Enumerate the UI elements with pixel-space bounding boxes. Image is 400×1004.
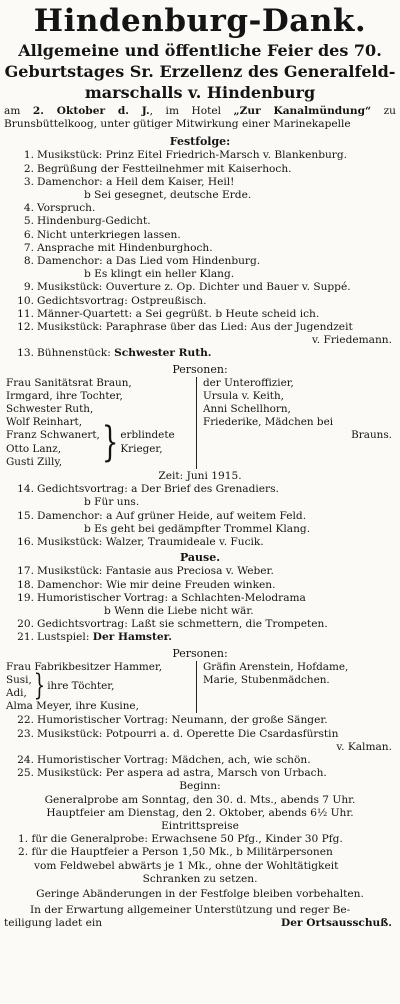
intro-part: am	[4, 105, 33, 117]
beginn-heading: Beginn:	[179, 780, 221, 793]
cast-brace-label	[120, 429, 174, 455]
program-item	[4, 229, 396, 242]
program-item-number: 24.	[17, 753, 34, 766]
cast-member: Frau Sanitätsrat Braun,	[6, 376, 132, 389]
play-time: Zeit: Juni 1915.	[158, 470, 242, 483]
program-item-label: Musikstück: Per aspera ad astra, Marsch von Urbach.	[37, 767, 327, 780]
program-item	[4, 767, 396, 780]
program-list	[4, 483, 396, 549]
cast-member: Alma Meyer, ihre Kusine,	[6, 700, 139, 713]
program-item-number: 4.	[23, 202, 34, 215]
program-item	[4, 754, 396, 767]
program-item	[4, 295, 396, 308]
cast-member: Friederike, Mädchen bei	[203, 416, 334, 429]
beginn-line: Generalprobe am Sonntag, den 30. d. Mts., abends 7 Uhr.	[44, 793, 356, 806]
cast-left-column	[4, 661, 197, 714]
program-item-text	[37, 767, 396, 780]
program-item-text	[37, 579, 396, 592]
intro-part: zu Brunsbüttelkoog, unter gütiger Mitwirkung einer Marinekapelle	[4, 105, 396, 131]
program-item-text	[37, 714, 396, 727]
cast-list-1	[4, 377, 396, 469]
intro-part: , im Hotel	[149, 105, 234, 117]
program-item-label: Musikstück: Walzer, Traumideale v. Fucik.	[37, 536, 264, 549]
program-item-number: 18.	[17, 578, 34, 591]
cast-member: der Unteroffizier,	[203, 376, 294, 389]
program-item-text	[37, 321, 396, 334]
program-item-text	[37, 592, 396, 605]
cast-member: Gusti Zilly,	[6, 455, 63, 468]
cast-heading: Personen:	[172, 362, 228, 376]
program-item-number: 20.	[17, 618, 34, 631]
program-item-text	[37, 347, 396, 360]
change-note: Geringe Abänderungen in der Festfolge bleiben vorbehalten.	[36, 887, 364, 900]
curly-brace-icon: }	[33, 669, 46, 703]
subtitle-line: Allgemeine und öffentliche Feier des 70.	[18, 41, 382, 60]
program-item	[4, 149, 396, 162]
program-item-label: Gedichtsvortrag: Ostpreußisch.	[37, 294, 207, 307]
cast-member: Wolf Reinhart,	[6, 416, 83, 429]
program-item-number: 19.	[17, 591, 34, 604]
program-list	[4, 714, 396, 780]
program-item-number: 3.	[23, 175, 34, 188]
program-item	[4, 714, 396, 727]
hotel-name: „Zur Kanalmündung“	[233, 105, 372, 117]
program-item-label: Ansprache mit Hindenburghoch.	[37, 241, 213, 254]
program-item-number: 22.	[17, 714, 34, 727]
program-item-label: Damenchor: a Heil dem Kaiser, Heil!	[37, 175, 235, 188]
cast-role: Krieger,	[120, 442, 163, 455]
program-item-label: Männer-Quartett: a Sei gegrüßt. b Heute scheid ich.	[37, 307, 320, 320]
program-item-label: Humoristischer Vortrag: Mädchen, ach, wie schön.	[37, 753, 311, 766]
program-item	[4, 347, 396, 360]
announcement-page	[4, 3, 396, 998]
program-item	[4, 215, 396, 228]
cast-brace-names	[6, 674, 32, 700]
program-item-number: 25.	[17, 767, 34, 780]
program-item-text	[37, 754, 396, 767]
curly-brace-icon: }	[101, 418, 119, 467]
program-item-number: 17.	[17, 565, 34, 578]
program-item-text	[37, 215, 396, 228]
program-item-text	[37, 565, 396, 578]
program-item-text: b Wenn die Liebe nicht wär.	[104, 604, 254, 617]
program-item	[4, 189, 396, 202]
program-item-label: Musikstück: Paraphrase über das Lied: Aus der Jugendzeit	[37, 321, 353, 334]
program-item-text	[37, 536, 396, 549]
program-item-text	[37, 618, 396, 631]
cast-left-column	[4, 377, 197, 469]
program-item	[4, 496, 396, 509]
program-item-label: Begrüßung der Festteilnehmer mit Kaiserhoch.	[37, 162, 292, 175]
program-item-label: Gedichtsvortrag: a Der Brief des Grenadiers.	[37, 483, 279, 496]
program-item-text	[37, 202, 396, 215]
price-line: vom Feldwebel abwärts je 1 Mk., ohne der Wohltätigkeit	[34, 859, 339, 872]
program-item-number: 12.	[17, 321, 34, 334]
cast-member: Anni Schellhorn,	[203, 403, 291, 416]
program-item-label: Damenchor: Wie mir deine Freuden winken.	[37, 578, 276, 591]
program-item-label: Lustspiel:	[37, 631, 93, 644]
program-item-number: 9.	[23, 281, 34, 294]
intro-text	[4, 105, 396, 131]
cast-brace-group	[6, 416, 196, 469]
program-item	[4, 483, 396, 496]
closing-row	[4, 917, 396, 930]
cast-member: Otto Lanz,	[6, 442, 61, 455]
program-item-number: 2.	[23, 162, 34, 175]
program-item	[4, 163, 396, 176]
cast-list-2	[4, 661, 396, 714]
program-item	[4, 523, 396, 536]
program-item-label: Musikstück: Prinz Eitel Friedrich-Marsch v. Blankenburg.	[37, 149, 348, 162]
cast-member: Frau Fabrikbesitzer Hammer,	[6, 660, 163, 673]
program-item	[4, 728, 396, 741]
program-item-number: 14.	[17, 483, 34, 496]
cast-heading: Personen:	[172, 646, 228, 660]
program-item-label: Humoristischer Vortrag: a Schlachten-Melodrama	[37, 591, 306, 604]
program-item	[4, 255, 396, 268]
beginn-line: Hauptfeier am Dienstag, den 2. Oktober, abends 6½ Uhr.	[46, 806, 354, 819]
program-item	[4, 281, 396, 294]
program-item-text	[37, 308, 396, 321]
program-item-text: b Für uns.	[84, 496, 140, 509]
signature: Der Ortsausschuß.	[281, 917, 392, 930]
program-item-number: 23.	[17, 727, 34, 740]
event-date: 2. Oktober d. J.	[32, 105, 150, 117]
program-item	[4, 242, 396, 255]
cast-member: Franz Schwanert,	[6, 429, 100, 442]
program-item-text	[37, 255, 396, 268]
cast-member: Irmgard, ihre Tochter,	[6, 389, 123, 402]
program-item	[4, 510, 396, 523]
program-item-number: 15.	[17, 509, 34, 522]
pause-heading: Pause.	[179, 551, 221, 565]
cast-member: Schwester Ruth,	[6, 403, 94, 416]
program-item-number: 7.	[23, 241, 34, 254]
program-item	[4, 334, 396, 347]
program-item-number: 16.	[17, 536, 34, 549]
program-item-label: Humoristischer Vortrag: Neumann, der große Sänger.	[37, 714, 328, 727]
program-item-text	[37, 728, 396, 741]
program-item-text	[37, 176, 396, 189]
program-item-text: v. Friedemann.	[312, 334, 392, 347]
program-item-label: Musikstück: Ouverture z. Op. Dichter und Bauer v. Suppé.	[37, 281, 351, 294]
cast-member: Gräfin Arenstein, Hofdame,	[203, 660, 349, 673]
cast-member: Ursula v. Keith,	[203, 389, 284, 402]
eintritt-heading: Eintrittspreise	[161, 819, 239, 832]
program-item	[4, 308, 396, 321]
program-item	[4, 565, 396, 578]
price-line: 2. für die Hauptfeier a Person 1,50 Mk., b Militärpersonen	[18, 846, 333, 859]
program-item-number: 6.	[23, 228, 34, 241]
cast-member: Marie, Stubenmädchen.	[203, 673, 330, 686]
program-item-label: Musikstück: Fantasie aus Preciosa v. Weber.	[37, 565, 274, 578]
cast-brace-names	[6, 416, 100, 469]
program-item-text: v. Kalman.	[336, 740, 392, 753]
program-item-text: b Es klingt ein heller Klang.	[84, 268, 235, 281]
price-line: 1. für die Generalprobe: Erwachsene 50 Pfg., Kinder 30 Pfg.	[18, 833, 343, 846]
program-item-text	[37, 163, 396, 176]
subtitle	[4, 40, 396, 103]
cast-role: ihre Töchter,	[47, 680, 115, 693]
program-item-text	[37, 295, 396, 308]
closing-line: teiligung ladet ein	[4, 917, 103, 930]
program-item-number: 1.	[23, 149, 34, 162]
program-item-number: 10.	[17, 294, 34, 307]
closing-line: In der Erwartung allgemeiner Unterstützung und reger Be-	[30, 904, 351, 917]
program-item	[4, 605, 396, 618]
program-item	[4, 618, 396, 631]
program-item-label: Musikstück: Potpourri a. d. Operette Die Csardasfürstin	[37, 727, 339, 740]
program-item	[4, 176, 396, 189]
program-item	[4, 592, 396, 605]
program-list	[4, 149, 396, 360]
program-item-text	[37, 229, 396, 242]
program-item-text	[37, 242, 396, 255]
program-item-number: 8.	[23, 255, 34, 268]
subtitle-line: Geburtstages Sr. Erzellenz des Generalfeld-	[4, 62, 396, 81]
festfolge-heading: Festfolge:	[169, 135, 231, 149]
cast-role: erblindete	[120, 429, 175, 442]
program-item-label: Gedichtsvortrag: Laßt sie schmettern, die Trompeten.	[37, 618, 328, 631]
program-list	[4, 565, 396, 644]
program-item-label: Hindenburg-Gedicht.	[37, 215, 151, 228]
program-item-label: Nicht unterkriegen lassen.	[37, 228, 181, 241]
program-item-label: Vorspruch.	[37, 202, 96, 215]
program-item-text	[37, 149, 396, 162]
program-item-text: b Es geht bei gedämpfter Trommel Klang.	[84, 522, 311, 535]
program-item-title: Schwester Ruth.	[114, 347, 212, 360]
program-item-number: 5.	[23, 215, 34, 228]
program-item-text: b Sei gesegnet, deutsche Erde.	[84, 189, 252, 202]
cast-member: Susi,	[6, 673, 32, 686]
program-item-text	[37, 483, 396, 496]
program-item-label: Bühnenstück:	[37, 347, 115, 360]
cast-right-column	[197, 661, 396, 714]
cast-member: Brauns.	[351, 429, 392, 442]
program-item-label: Damenchor: a Auf grüner Heide, auf weitem Feld.	[37, 509, 307, 522]
price-line: Schranken zu setzen.	[142, 872, 258, 885]
program-item-text	[37, 631, 396, 644]
program-item-text	[37, 510, 396, 523]
program-item	[4, 579, 396, 592]
program-item-number: 21.	[17, 631, 34, 644]
program-item-label: Damenchor: a Das Lied vom Hindenburg.	[37, 255, 261, 268]
program-item	[4, 536, 396, 549]
program-item	[4, 741, 396, 754]
subtitle-line: marschalls v. Hindenburg	[84, 83, 316, 102]
cast-member: Adi,	[6, 686, 27, 699]
program-item-number: 11.	[17, 307, 34, 320]
program-item	[4, 202, 396, 215]
program-item-number: 13.	[17, 347, 34, 360]
program-item	[4, 631, 396, 644]
program-item-text	[37, 281, 396, 294]
cast-right-column	[197, 377, 396, 469]
cast-brace-group	[6, 669, 196, 703]
program-item	[4, 321, 396, 334]
program-item	[4, 268, 396, 281]
page-title: Hindenburg-Dank.	[33, 3, 367, 39]
program-item-title: Der Hamster.	[92, 631, 172, 644]
